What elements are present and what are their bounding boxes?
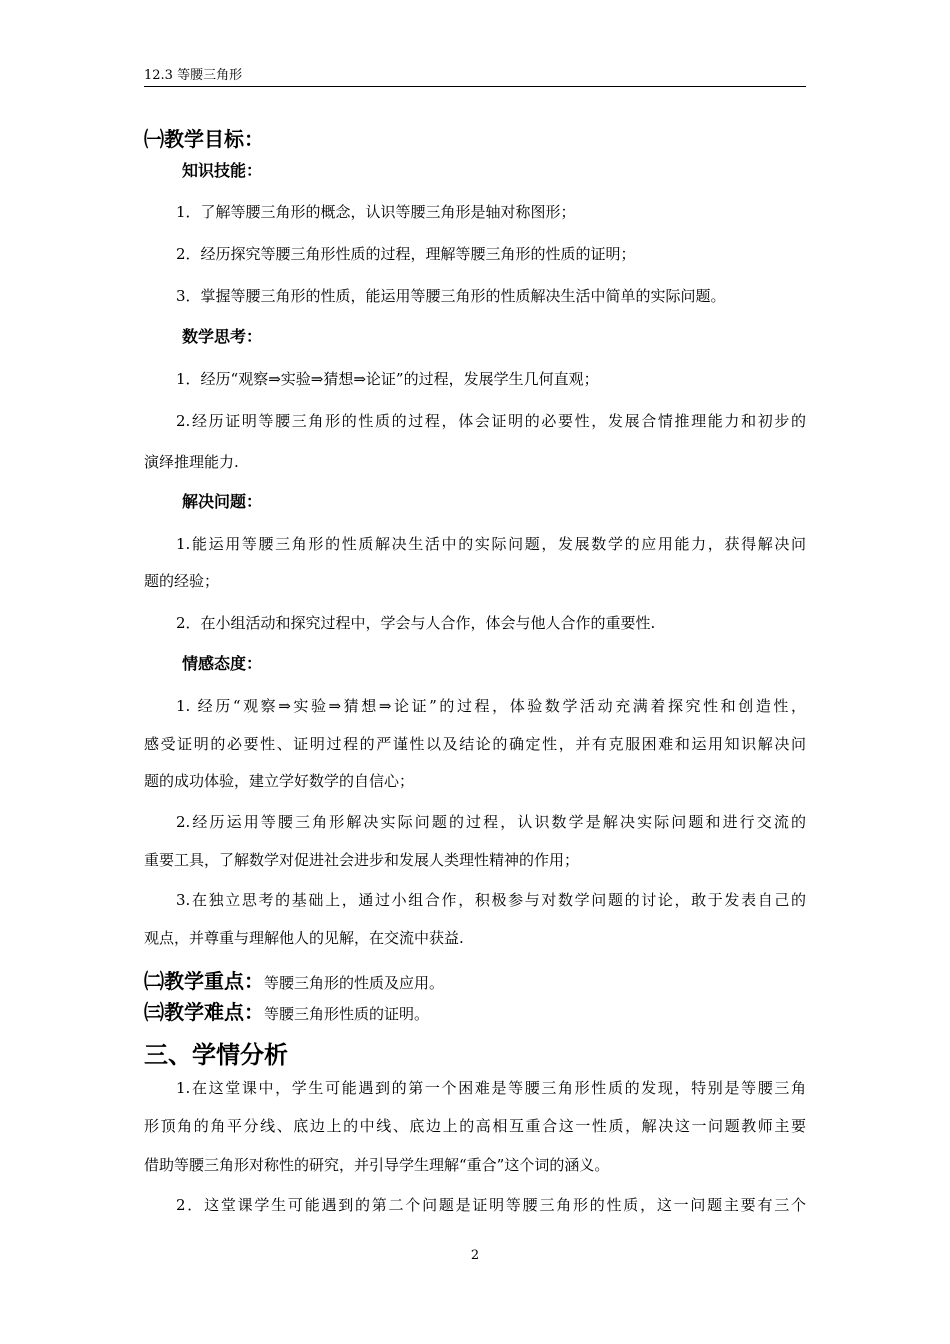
analysis-p2-line-1: 2．这堂课学生可能遇到的第二个问题是证明等腰三角形的性质，这一问题主要有三个 (176, 1196, 806, 1214)
objectives-heading: ㈠教学目标： (144, 127, 264, 151)
difficulty-row (144, 998, 806, 1028)
key-point-text: 等腰三角形的性质及应用。 (264, 974, 445, 992)
emotion-attitude-title: 情感态度： (182, 654, 263, 673)
emotion-item-2-line-2: 重要工具，了解数学对促进社会进步和发展人类理性精神的作用； (144, 851, 580, 869)
problem-item-2: 2．在小组活动和探究过程中，学会与人合作，体会与他人合作的重要性. (176, 614, 656, 632)
problem-item-1-line-2: 题的经验； (144, 572, 220, 590)
learning-analysis-heading: 三、学情分析 (144, 1040, 288, 1069)
knowledge-skills-title: 知识技能： (182, 161, 263, 180)
knowledge-item-1: 1．了解等腰三角形的概念，认识等腰三角形是轴对称图形； (176, 203, 576, 221)
emotion-item-3-line-2: 观点，并尊重与理解他人的见解，在交流中获益. (144, 929, 464, 947)
thinking-item-2-line-2: 演绎推理能力. (144, 453, 239, 471)
key-point-row (144, 967, 806, 997)
emotion-item-3-line-1: 3.在独立思考的基础上，通过小组合作，积极参与对数学问题的讨论，敢于发表自己的 (176, 891, 806, 909)
thinking-item-1: 1．经历“观察⇒实验⇒猜想⇒论证”的过程，发展学生几何直观； (176, 370, 599, 388)
knowledge-item-2: 2．经历探究等腰三角形性质的过程，理解等腰三角形的性质的证明； (176, 245, 636, 263)
emotion-item-2-line-1: 2.经历运用等腰三角形解决实际问题的过程，认识数学是解决实际问题和进行交流的 (176, 813, 806, 831)
analysis-p1-line-2: 形顶角的角平分线、底边上的中线、底边上的高相互重合这一性质，解决这一问题教师主要 (144, 1117, 806, 1135)
header-divider (144, 86, 806, 87)
knowledge-item-3: 3．掌握等腰三角形的性质，能运用等腰三角形的性质解决生活中简单的实际问题。 (176, 287, 726, 305)
thinking-item-2-line-1: 2.经历证明等腰三角形的性质的过程，体会证明的必要性，发展合情推理能力和初步的 (176, 412, 806, 430)
key-point-label: ㈡教学重点： (144, 969, 264, 993)
analysis-p1-line-1: 1.在这堂课中，学生可能遇到的第一个困难是等腰三角形性质的发现，特别是等腰三角 (176, 1079, 806, 1097)
emotion-item-1-line-1: 1. 经历“观察⇒实验⇒猜想⇒论证”的过程，体验数学活动充满着探究性和创造性， (176, 697, 806, 715)
math-thinking-title: 数学思考： (182, 327, 263, 346)
difficulty-text: 等腰三角形性质的证明。 (264, 1005, 430, 1023)
emotion-item-1-line-2: 感受证明的必要性、证明过程的严谨性以及结论的确定性，并有克服困难和运用知识解决问 (144, 735, 806, 753)
emotion-item-1-line-3: 题的成功体验，建立学好数学的自信心； (144, 772, 415, 790)
problem-item-1-line-1: 1.能运用等腰三角形的性质解决生活中的实际问题，发展数学的应用能力，获得解决问 (176, 535, 806, 553)
difficulty-label: ㈢教学难点： (144, 1000, 264, 1024)
page-number: 2 (470, 1248, 480, 1263)
problem-solving-title: 解决问题： (182, 492, 263, 511)
page-header: 12.3 等腰三角形 (144, 68, 243, 83)
analysis-p1-line-3: 借助等腰三角形对称性的研究，并引导学生理解“重合”这个词的涵义。 (144, 1156, 610, 1174)
